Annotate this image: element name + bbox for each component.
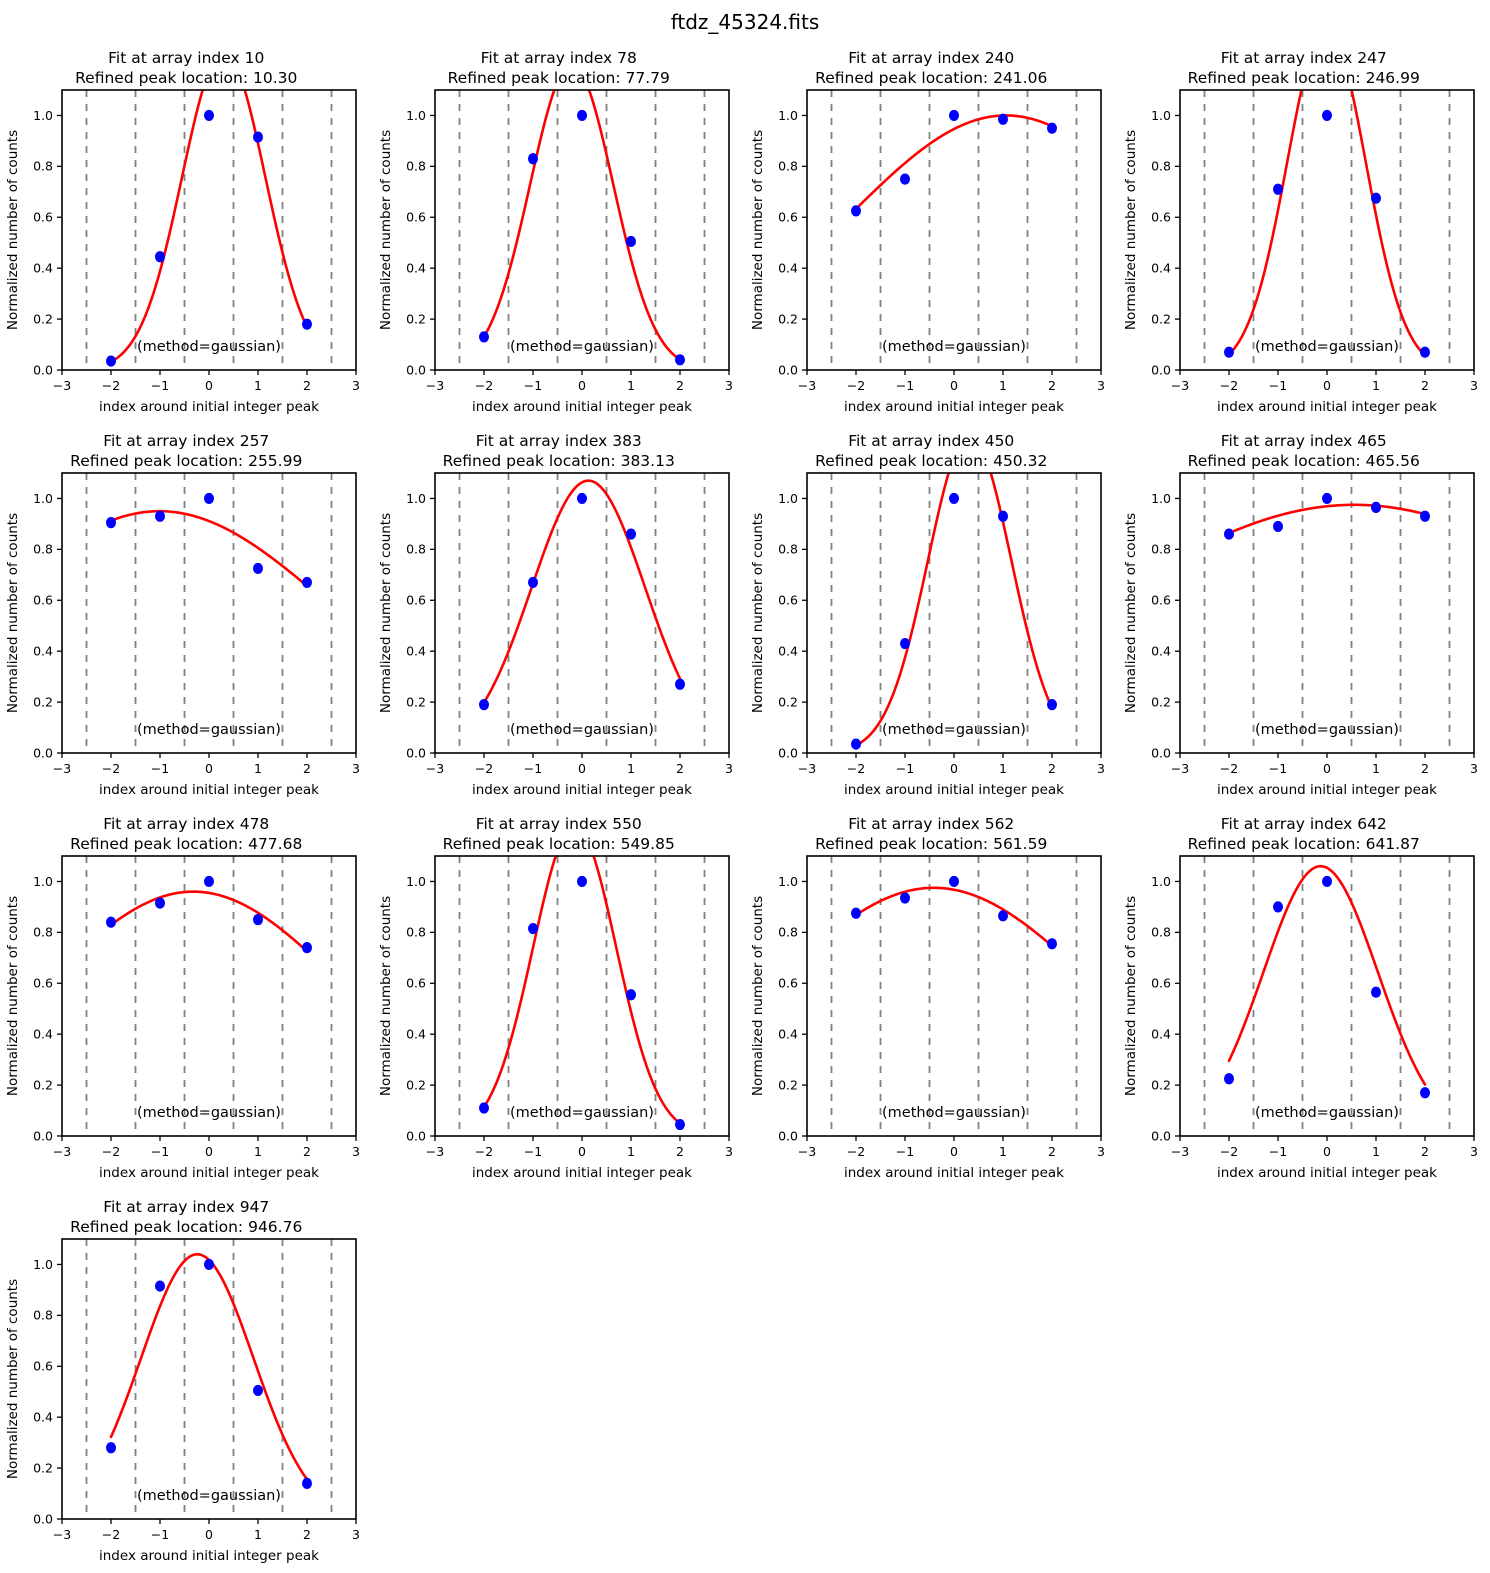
svg-text:0.2: 0.2	[778, 1077, 798, 1093]
subplot-title-line1: Fit at array index 257	[103, 432, 270, 450]
subplot-fit-257	[0, 425, 373, 808]
svg-text:Normalized number of counts: Normalized number of counts	[377, 895, 394, 1097]
svg-text:2: 2	[1420, 761, 1429, 776]
svg-text:index around initial integer p: index around initial integer peak	[1216, 1165, 1437, 1181]
svg-text:−1: −1	[150, 1527, 170, 1542]
svg-text:−3: −3	[52, 378, 72, 393]
subplot-fit-10	[0, 42, 373, 425]
svg-text:−1: −1	[1268, 761, 1287, 776]
svg-text:1: 1	[626, 1144, 635, 1159]
svg-text:0.2: 0.2	[33, 1077, 53, 1093]
svg-text:Normalized number of counts: Normalized number of counts	[750, 129, 766, 331]
svg-text:3: 3	[1469, 378, 1478, 393]
svg-text:index around initial integer p: index around initial integer peak	[99, 782, 319, 798]
svg-text:−1: −1	[895, 1144, 915, 1159]
svg-text:1.0: 1.0	[33, 873, 53, 889]
svg-text:0: 0	[205, 1527, 213, 1542]
figure-title: ftdz_45324.fits	[670, 10, 820, 34]
svg-text:0.2: 0.2	[1150, 311, 1171, 327]
svg-text:3: 3	[1097, 378, 1105, 393]
plot-canvas-947	[0, 1237, 372, 1572]
svg-text:0: 0	[577, 378, 586, 393]
svg-text:0.6: 0.6	[33, 592, 53, 608]
subplot-title-line1: Fit at array index 10	[108, 49, 265, 67]
subplot-title	[1118, 42, 1490, 88]
subplot-fit-562	[745, 808, 1118, 1191]
svg-text:0: 0	[1322, 1144, 1331, 1159]
subplot-title-line2: Refined peak location: 10.30	[75, 69, 298, 87]
svg-text:0.6: 0.6	[778, 209, 798, 225]
svg-text:3: 3	[1469, 761, 1478, 776]
svg-text:0.6: 0.6	[33, 209, 53, 225]
svg-text:index around initial integer p: index around initial integer peak	[99, 1165, 319, 1181]
subplot-title-line2: Refined peak location: 946.76	[70, 1218, 303, 1236]
svg-text:Normalized number of counts: Normalized number of counts	[5, 895, 21, 1097]
subplot-fit-78	[373, 42, 746, 425]
svg-text:0.0: 0.0	[33, 1128, 53, 1144]
svg-text:2: 2	[1048, 1144, 1056, 1159]
svg-text:−3: −3	[425, 1144, 444, 1159]
svg-text:3: 3	[352, 1144, 360, 1159]
svg-text:2: 2	[303, 378, 311, 393]
svg-text:3: 3	[1097, 761, 1105, 776]
svg-text:0.0: 0.0	[33, 745, 53, 761]
svg-text:0.0: 0.0	[778, 362, 798, 378]
subplot-title-line2: Refined peak location: 450.32	[815, 452, 1048, 470]
svg-text:index around initial integer p: index around initial integer peak	[844, 1165, 1064, 1181]
subplot-title-line1: Fit at array index 247	[1220, 49, 1387, 67]
svg-text:−2: −2	[101, 378, 121, 393]
svg-text:0.2: 0.2	[33, 311, 53, 327]
svg-text:index around initial integer p: index around initial integer peak	[1216, 782, 1437, 798]
svg-text:index around initial integer p: index around initial integer peak	[471, 1165, 692, 1181]
svg-text:−3: −3	[425, 378, 444, 393]
svg-text:(method=gaussian): (method=gaussian)	[882, 721, 1026, 738]
svg-text:Normalized number of counts: Normalized number of counts	[1122, 129, 1139, 331]
svg-text:0.4: 0.4	[1150, 260, 1171, 276]
svg-text:1: 1	[1371, 1144, 1380, 1159]
svg-text:0.4: 0.4	[33, 1409, 53, 1425]
svg-text:1: 1	[626, 378, 635, 393]
plot-canvas-642	[1118, 854, 1490, 1189]
svg-text:Normalized number of counts: Normalized number of counts	[1122, 512, 1139, 714]
svg-text:0.6: 0.6	[405, 592, 426, 608]
subplot-fit-450	[745, 425, 1118, 808]
subplot-fit-642	[1118, 808, 1490, 1191]
svg-text:1: 1	[999, 1144, 1007, 1159]
subplot-grid	[0, 42, 1490, 1573]
svg-text:−3: −3	[1170, 761, 1189, 776]
svg-text:1.0: 1.0	[405, 873, 426, 889]
svg-text:0.0: 0.0	[778, 1128, 798, 1144]
svg-text:1.0: 1.0	[778, 490, 798, 506]
subplot-title-line1: Fit at array index 947	[103, 1198, 270, 1216]
svg-text:−2: −2	[846, 761, 866, 776]
subplot-title	[0, 42, 373, 88]
subplot-fit-240	[745, 42, 1118, 425]
svg-text:0.4: 0.4	[405, 260, 426, 276]
subplot-title-line2: Refined peak location: 465.56	[1187, 452, 1420, 470]
svg-text:0.0: 0.0	[1150, 362, 1171, 378]
svg-text:−1: −1	[895, 378, 915, 393]
subplot-title-line2: Refined peak location: 641.87	[1187, 835, 1420, 853]
svg-text:index around initial integer p: index around initial integer peak	[471, 782, 692, 798]
plot-canvas-478	[0, 854, 372, 1189]
svg-text:(method=gaussian): (method=gaussian)	[882, 338, 1026, 355]
svg-text:0.2: 0.2	[405, 1077, 426, 1093]
subplot-fit-383	[373, 425, 746, 808]
svg-text:2: 2	[1048, 761, 1056, 776]
svg-text:0.8: 0.8	[405, 924, 426, 940]
svg-text:(method=gaussian): (method=gaussian)	[509, 338, 654, 355]
svg-text:0.8: 0.8	[778, 924, 798, 940]
subplot-fit-247	[1118, 42, 1490, 425]
svg-text:0.4: 0.4	[1150, 1026, 1171, 1042]
svg-text:0.8: 0.8	[778, 541, 798, 557]
svg-text:−1: −1	[150, 761, 170, 776]
svg-text:index around initial integer p: index around initial integer peak	[1216, 399, 1437, 415]
svg-text:−2: −2	[1219, 1144, 1238, 1159]
svg-text:1: 1	[254, 1144, 262, 1159]
svg-text:−3: −3	[52, 1527, 72, 1542]
subplot-fit-550	[373, 808, 746, 1191]
subplot-title-line2: Refined peak location: 77.79	[447, 69, 670, 87]
svg-text:1: 1	[626, 761, 635, 776]
svg-text:0.4: 0.4	[778, 260, 798, 276]
svg-text:3: 3	[1469, 1144, 1478, 1159]
svg-text:0.0: 0.0	[1150, 1128, 1171, 1144]
subplot-title-line1: Fit at array index 465	[1220, 432, 1387, 450]
svg-text:−2: −2	[1219, 378, 1238, 393]
svg-text:0.8: 0.8	[778, 158, 798, 174]
svg-text:1.0: 1.0	[1150, 873, 1171, 889]
svg-text:0.6: 0.6	[778, 975, 798, 991]
svg-text:−1: −1	[150, 1144, 170, 1159]
subplot-title	[745, 425, 1118, 471]
svg-text:0.6: 0.6	[778, 592, 798, 608]
svg-text:−2: −2	[474, 761, 493, 776]
svg-text:2: 2	[303, 761, 311, 776]
svg-text:−3: −3	[1170, 378, 1189, 393]
svg-text:0.2: 0.2	[33, 694, 53, 710]
svg-text:Normalized number of counts: Normalized number of counts	[1122, 895, 1139, 1097]
svg-text:1: 1	[254, 761, 262, 776]
svg-text:−3: −3	[52, 1144, 72, 1159]
subplot-fit-465	[1118, 425, 1490, 808]
svg-text:0: 0	[950, 1144, 958, 1159]
svg-text:(method=gaussian): (method=gaussian)	[137, 721, 281, 738]
svg-text:1.0: 1.0	[778, 873, 798, 889]
svg-text:0: 0	[950, 761, 958, 776]
svg-text:0.0: 0.0	[1150, 745, 1171, 761]
plot-canvas-78	[373, 88, 745, 423]
svg-text:Normalized number of counts: Normalized number of counts	[377, 512, 394, 714]
svg-text:−1: −1	[895, 761, 915, 776]
svg-text:0.2: 0.2	[33, 1460, 53, 1476]
svg-text:0.8: 0.8	[1150, 541, 1171, 557]
svg-text:3: 3	[352, 378, 360, 393]
svg-text:0.6: 0.6	[1150, 975, 1171, 991]
svg-text:−2: −2	[101, 1527, 121, 1542]
svg-text:0.8: 0.8	[33, 924, 53, 940]
svg-text:0.4: 0.4	[778, 643, 798, 659]
svg-text:−3: −3	[797, 378, 817, 393]
svg-text:−1: −1	[150, 378, 170, 393]
svg-text:0.8: 0.8	[1150, 924, 1171, 940]
subplot-title-line2: Refined peak location: 246.99	[1187, 69, 1420, 87]
svg-text:0: 0	[577, 1144, 586, 1159]
subplot-title-line1: Fit at array index 450	[848, 432, 1015, 450]
svg-text:0.6: 0.6	[1150, 209, 1171, 225]
subplot-title	[745, 808, 1118, 854]
svg-text:0.0: 0.0	[33, 362, 53, 378]
svg-text:−1: −1	[523, 378, 542, 393]
svg-text:−1: −1	[1268, 1144, 1287, 1159]
svg-text:(method=gaussian): (method=gaussian)	[882, 1104, 1026, 1121]
plot-canvas-562	[745, 854, 1117, 1189]
svg-text:1: 1	[254, 1527, 262, 1542]
svg-text:index around initial integer p: index around initial integer peak	[99, 1548, 319, 1564]
subplot-title-line1: Fit at array index 78	[480, 49, 637, 67]
svg-text:0.0: 0.0	[33, 1511, 53, 1527]
svg-text:0.2: 0.2	[778, 694, 798, 710]
svg-text:0.4: 0.4	[778, 1026, 798, 1042]
svg-text:−3: −3	[1170, 1144, 1189, 1159]
svg-text:0.8: 0.8	[405, 158, 426, 174]
subplot-title-line1: Fit at array index 478	[103, 815, 270, 833]
svg-text:0: 0	[205, 761, 213, 776]
svg-text:(method=gaussian): (method=gaussian)	[137, 338, 281, 355]
subplot-title	[1118, 808, 1490, 854]
svg-text:Normalized number of counts: Normalized number of counts	[5, 129, 21, 331]
svg-text:Normalized number of counts: Normalized number of counts	[5, 512, 21, 714]
svg-text:1.0: 1.0	[405, 490, 426, 506]
svg-text:0.8: 0.8	[33, 541, 53, 557]
plot-canvas-383	[373, 471, 745, 806]
subplot-title	[1118, 425, 1490, 471]
svg-text:0: 0	[1322, 761, 1331, 776]
svg-text:−3: −3	[425, 761, 444, 776]
subplot-title-line2: Refined peak location: 549.85	[442, 835, 675, 853]
svg-text:Normalized number of counts: Normalized number of counts	[5, 1278, 21, 1480]
subplot-title-line2: Refined peak location: 383.13	[442, 452, 675, 470]
svg-text:index around initial integer p: index around initial integer peak	[844, 782, 1064, 798]
svg-text:0.2: 0.2	[1150, 694, 1171, 710]
svg-text:0: 0	[205, 378, 213, 393]
svg-text:−2: −2	[846, 378, 866, 393]
svg-text:3: 3	[724, 1144, 733, 1159]
svg-text:1.0: 1.0	[778, 107, 798, 123]
svg-text:0.6: 0.6	[33, 1358, 53, 1374]
svg-text:index around initial integer p: index around initial integer peak	[471, 399, 692, 415]
svg-text:1.0: 1.0	[405, 107, 426, 123]
svg-text:Normalized number of counts: Normalized number of counts	[750, 895, 766, 1097]
svg-text:Normalized number of counts: Normalized number of counts	[750, 512, 766, 714]
svg-text:−3: −3	[797, 761, 817, 776]
svg-text:−2: −2	[474, 1144, 493, 1159]
svg-text:0.2: 0.2	[405, 311, 426, 327]
svg-text:0.8: 0.8	[33, 1307, 53, 1323]
svg-text:(method=gaussian): (method=gaussian)	[137, 1104, 281, 1121]
svg-text:−2: −2	[1219, 761, 1238, 776]
svg-text:0.2: 0.2	[778, 311, 798, 327]
svg-text:0: 0	[205, 1144, 213, 1159]
subplot-fit-478	[0, 808, 373, 1191]
subplot-title	[373, 808, 746, 854]
svg-text:0.8: 0.8	[405, 541, 426, 557]
subplot-title	[745, 42, 1118, 88]
svg-text:1.0: 1.0	[1150, 107, 1171, 123]
svg-text:2: 2	[675, 761, 684, 776]
svg-text:Normalized number of counts: Normalized number of counts	[377, 129, 394, 331]
subplot-title-line2: Refined peak location: 241.06	[815, 69, 1048, 87]
svg-text:0.6: 0.6	[1150, 592, 1171, 608]
svg-text:1.0: 1.0	[1150, 490, 1171, 506]
svg-text:1.0: 1.0	[33, 490, 53, 506]
svg-text:3: 3	[352, 1527, 360, 1542]
svg-text:3: 3	[352, 761, 360, 776]
subplot-fit-947	[0, 1191, 373, 1573]
svg-text:−3: −3	[52, 761, 72, 776]
svg-text:2: 2	[675, 378, 684, 393]
svg-text:2: 2	[1420, 378, 1429, 393]
subplot-title-line1: Fit at array index 240	[848, 49, 1015, 67]
svg-text:3: 3	[724, 378, 733, 393]
plot-canvas-247	[1118, 88, 1490, 423]
svg-text:0.0: 0.0	[405, 362, 426, 378]
svg-text:2: 2	[303, 1144, 311, 1159]
svg-text:(method=gaussian): (method=gaussian)	[509, 1104, 654, 1121]
svg-text:0.2: 0.2	[405, 694, 426, 710]
svg-text:0.6: 0.6	[405, 209, 426, 225]
plot-canvas-240	[745, 88, 1117, 423]
svg-text:−1: −1	[523, 761, 542, 776]
svg-text:0: 0	[577, 761, 586, 776]
svg-text:0.6: 0.6	[405, 975, 426, 991]
svg-text:0.6: 0.6	[33, 975, 53, 991]
subplot-title-line2: Refined peak location: 561.59	[815, 835, 1048, 853]
svg-text:3: 3	[724, 761, 733, 776]
svg-text:−3: −3	[797, 1144, 817, 1159]
subplot-title-line1: Fit at array index 562	[848, 815, 1015, 833]
svg-text:1: 1	[999, 761, 1007, 776]
svg-text:0.2: 0.2	[1150, 1077, 1171, 1093]
plot-canvas-257	[0, 471, 372, 806]
svg-text:0.4: 0.4	[33, 643, 53, 659]
svg-text:0.0: 0.0	[778, 745, 798, 761]
subplot-title-line1: Fit at array index 642	[1220, 815, 1387, 833]
subplot-title	[373, 425, 746, 471]
svg-text:0.0: 0.0	[405, 745, 426, 761]
svg-text:1.0: 1.0	[33, 1256, 53, 1272]
svg-text:0.4: 0.4	[33, 260, 53, 276]
svg-text:2: 2	[303, 1527, 311, 1542]
svg-text:2: 2	[675, 1144, 684, 1159]
svg-text:2: 2	[1048, 378, 1056, 393]
svg-text:0.8: 0.8	[1150, 158, 1171, 174]
svg-text:−2: −2	[474, 378, 493, 393]
svg-text:3: 3	[1097, 1144, 1105, 1159]
plot-canvas-465	[1118, 471, 1490, 806]
subplot-title	[0, 1191, 373, 1237]
svg-text:1: 1	[999, 378, 1007, 393]
svg-text:index around initial integer p: index around initial integer peak	[844, 399, 1064, 415]
subplot-title	[0, 808, 373, 854]
plot-canvas-10	[0, 88, 372, 423]
svg-text:0.4: 0.4	[33, 1026, 53, 1042]
svg-text:1: 1	[1371, 378, 1380, 393]
svg-text:0.4: 0.4	[405, 643, 426, 659]
svg-text:(method=gaussian): (method=gaussian)	[1254, 338, 1399, 355]
subplot-title-line1: Fit at array index 383	[475, 432, 642, 450]
subplot-title	[373, 42, 746, 88]
svg-text:0.0: 0.0	[405, 1128, 426, 1144]
svg-text:(method=gaussian): (method=gaussian)	[1254, 1104, 1399, 1121]
svg-text:1: 1	[254, 378, 262, 393]
svg-text:2: 2	[1420, 1144, 1429, 1159]
subplot-title	[0, 425, 373, 471]
svg-text:1: 1	[1371, 761, 1380, 776]
svg-text:(method=gaussian): (method=gaussian)	[509, 721, 654, 738]
svg-text:0.8: 0.8	[33, 158, 53, 174]
subplot-title-line1: Fit at array index 550	[475, 815, 642, 833]
svg-text:1.0: 1.0	[33, 107, 53, 123]
svg-text:0: 0	[1322, 378, 1331, 393]
plot-canvas-550	[373, 854, 745, 1189]
plot-canvas-450	[745, 471, 1117, 806]
svg-text:0: 0	[950, 378, 958, 393]
svg-text:−1: −1	[523, 1144, 542, 1159]
svg-text:0.4: 0.4	[405, 1026, 426, 1042]
svg-text:−2: −2	[101, 761, 121, 776]
svg-text:index around initial integer p: index around initial integer peak	[99, 399, 319, 415]
svg-text:−2: −2	[846, 1144, 866, 1159]
subplot-title-line2: Refined peak location: 477.68	[70, 835, 303, 853]
svg-text:−2: −2	[101, 1144, 121, 1159]
svg-text:0.4: 0.4	[1150, 643, 1171, 659]
subplot-title-line2: Refined peak location: 255.99	[70, 452, 303, 470]
svg-text:(method=gaussian): (method=gaussian)	[137, 1487, 281, 1504]
svg-text:−1: −1	[1268, 378, 1287, 393]
svg-text:(method=gaussian): (method=gaussian)	[1254, 721, 1399, 738]
